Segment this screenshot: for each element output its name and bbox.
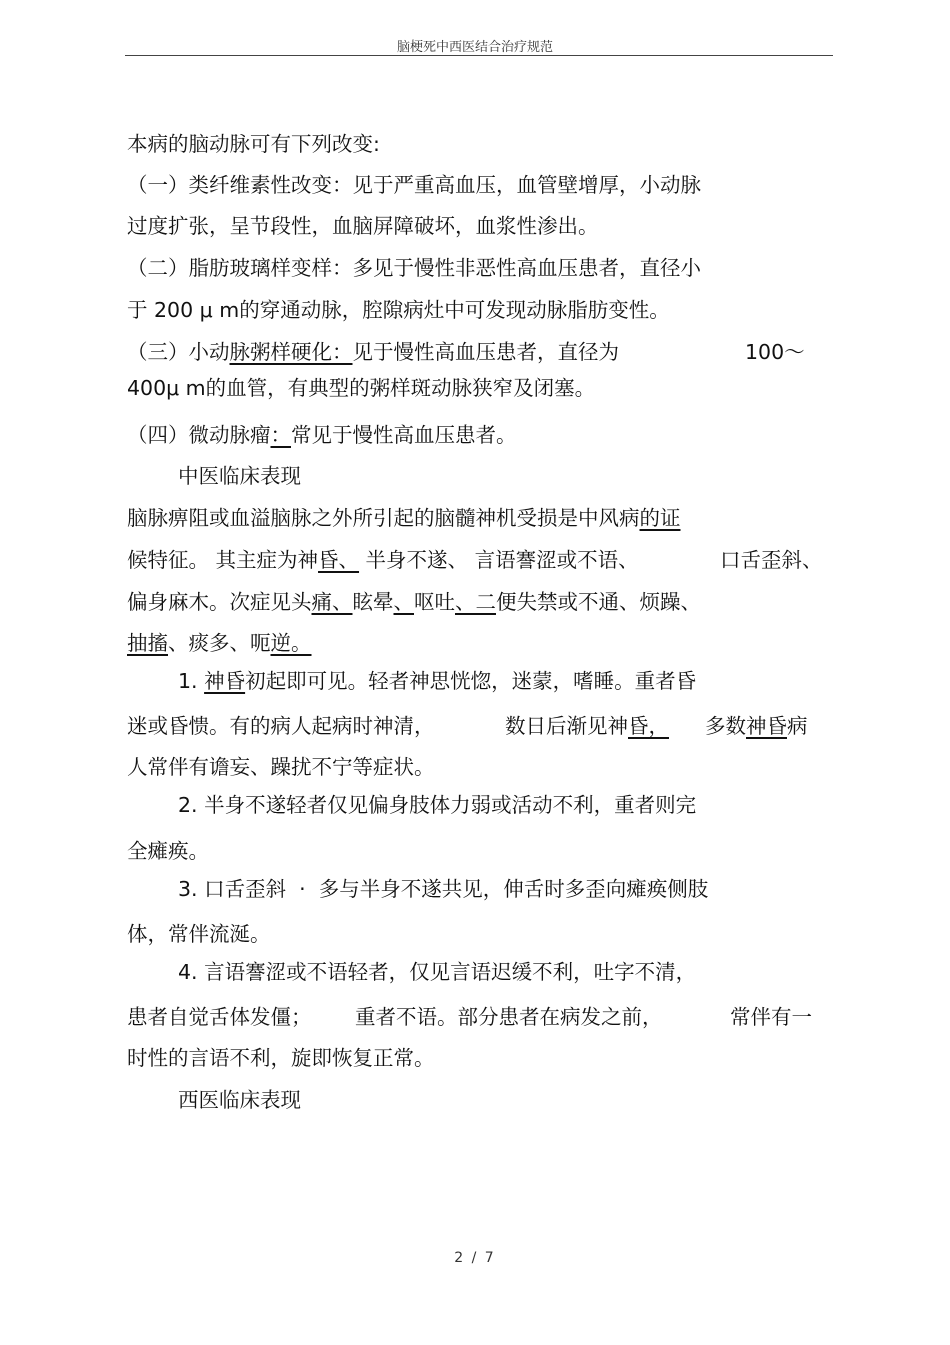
text-run: 初起即可见。轻者神思恍惚，迷蒙，嗜睡。重者昏 xyxy=(245,669,697,693)
item-3-line-2: 400μ m的血管，有典型的粥样斑动脉狭窄及闭塞。 xyxy=(127,376,596,400)
underlined-text: 神昏 xyxy=(746,714,787,738)
text-run: 半身不遂、 言语謇涩或不语、 xyxy=(359,548,639,572)
underlined-text: 痛、 xyxy=(311,590,353,614)
header-rule xyxy=(125,55,833,56)
middle-dot: · xyxy=(299,877,306,901)
underlined-text: ： xyxy=(270,423,291,447)
text-run: 1. xyxy=(178,669,198,693)
text-run: 数日后渐见神 xyxy=(505,714,628,738)
symptom-2-line-1: 2. 半身不遂轻者仅见偏身肢体力弱或活动不利，重者则完 xyxy=(178,793,697,817)
text-run: 病 xyxy=(787,714,808,738)
symptom-1-line-2-end xyxy=(705,712,808,740)
text-run: 多数 xyxy=(705,714,746,738)
text-run: 候特征。 其主症为神 xyxy=(127,548,319,572)
underlined-text: 昏、 xyxy=(318,548,360,572)
underlined-text: 、二 xyxy=(455,590,496,614)
symptom-4-line-2: 患者自觉舌体发僵； xyxy=(127,1005,312,1029)
symptom-4-line-1: 4. 言语謇涩或不语轻者，仅见言语迟缓不利，吐字不清， xyxy=(178,960,697,984)
tcm-para-line-4 xyxy=(127,629,312,657)
intro-line: 本病的脑动脉可有下列改变: xyxy=(127,132,380,156)
underlined-text: 、 xyxy=(393,590,414,614)
item-2-line-2: 于 200 μ m的穿通动脉，腔隙病灶中可发现动脉脂肪变性。 xyxy=(127,298,670,322)
tcm-para-line-2-end: 口舌歪斜、 xyxy=(720,548,823,572)
symptom-1-line-3: 人常伴有谵妄、躁扰不宁等症状。 xyxy=(127,755,435,779)
item-1-line-1: （一）类纤维素性改变：见于严重高血压，血管壁增厚，小动脉 xyxy=(127,173,701,197)
item-1-line-2: 过度扩张，呈节段性，血脑屏障破坏，血浆性渗出。 xyxy=(127,214,599,238)
symptom-4-line-2-end: 常伴有一 xyxy=(730,1005,812,1029)
text-run: 多与半身不遂共见，伸舌时多歪向瘫痪侧肢 xyxy=(318,877,709,901)
underlined-text: 神昏 xyxy=(204,669,246,693)
underlined-text: 昏， xyxy=(628,714,669,738)
symptom-4-line-3: 时性的言语不利，旋即恢复正常。 xyxy=(127,1046,435,1070)
text-run: 、痰多、呃 xyxy=(168,631,271,655)
item-3-line-1 xyxy=(127,338,619,366)
text-run: 偏身麻木。次症见头 xyxy=(127,590,312,614)
running-header: 脑梗死中西医结合治疗规范 xyxy=(396,40,553,55)
tcm-para-line-2 xyxy=(127,546,639,574)
underlined-text: 的证 xyxy=(639,506,681,530)
symptom-1-line-2: 迷或昏愦。有的病人起病时神清， xyxy=(127,714,435,738)
text-run: 常见于慢性高血压患者。 xyxy=(291,423,517,447)
symptom-3-line-2: 体，常伴流涎。 xyxy=(127,922,271,946)
symptom-4-line-2-mid: 重者不语。部分患者在病发之前， xyxy=(355,1005,663,1029)
page-number: 2 / 7 xyxy=(454,1250,496,1266)
text-run: 眩晕 xyxy=(352,590,394,614)
underlined-text: 抽搐 xyxy=(127,631,168,655)
item-2-line-1: （二）脂肪玻璃样变样：多见于慢性非恶性高血压患者，直径小 xyxy=(127,256,701,280)
tcm-para-line-1 xyxy=(127,504,681,532)
underlined-text: 逆。 xyxy=(270,631,312,655)
symptom-1-line-1 xyxy=(178,667,696,695)
text-run: 呕吐 xyxy=(414,590,455,614)
text-run: 脑脉痹阻或血溢脑脉之外所引起的脑髓神机受损是中风病 xyxy=(127,506,640,530)
symptom-2-line-2: 全瘫痪。 xyxy=(127,839,209,863)
section-heading-tcm: 中医临床表现 xyxy=(178,464,301,488)
text-run: （四）微动脉瘤 xyxy=(127,423,271,447)
section-heading-western: 西医临床表现 xyxy=(178,1088,301,1112)
symptom-3-line-1 xyxy=(178,875,708,903)
item-4-line xyxy=(127,421,517,449)
symptom-1-line-2-mid xyxy=(505,712,669,740)
text-run: 见于慢性高血压患者，直径为 xyxy=(352,340,619,364)
text-run: 3. 口舌歪斜 xyxy=(178,877,287,901)
underlined-text: 脉粥样硬化： xyxy=(229,340,353,364)
tcm-para-line-3 xyxy=(127,588,701,616)
text-run: （三）小动 xyxy=(127,340,230,364)
item-3-range: 100～ xyxy=(745,340,805,364)
text-run: 便失禁或不通、烦躁、 xyxy=(496,590,701,614)
